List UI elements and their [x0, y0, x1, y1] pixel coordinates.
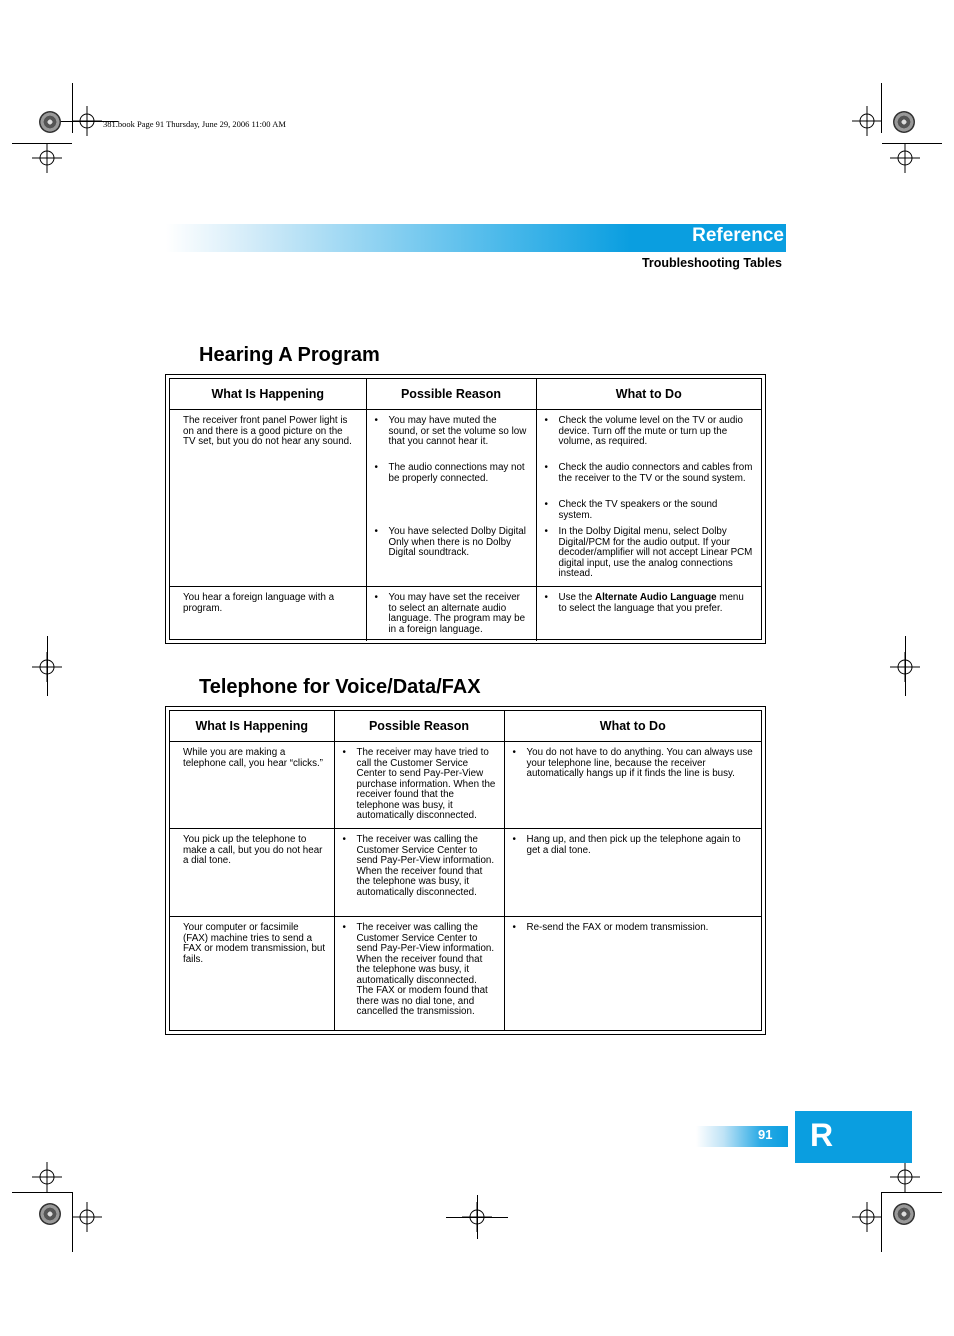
- column-header: What to Do: [536, 379, 761, 410]
- reason-cell: [334, 917, 504, 1031]
- action-cell: [504, 742, 761, 829]
- list-item: • You may have muted the sound, or set the volume so low that you cannot hear it.: [375, 416, 528, 463]
- happening-cell: You hear a foreign language with a program.: [170, 587, 366, 642]
- registration-target-icon: [32, 143, 62, 173]
- registration-dial-icon: [39, 1203, 61, 1225]
- subsection-title: Troubleshooting Tables: [641, 256, 782, 270]
- table-row: [170, 587, 761, 642]
- table-header-row: [170, 379, 761, 410]
- telephone-heading: Telephone for Voice/Data/FAX: [199, 676, 481, 698]
- list-item: • In the Dolby Digital menu, select Dolby Digital/PCM for the audio output. If your decoder/amplifier will not accept Linear PCM digital input, use the analog connections instead.: [545, 527, 754, 580]
- table-row: [170, 829, 761, 917]
- reason-cell: [366, 587, 536, 642]
- happening-cell: While you are making a telephone call, you hear “clicks.”: [170, 742, 334, 829]
- action-cell: [536, 410, 761, 587]
- action-text: Use the: [558, 592, 595, 603]
- list-item: • The audio connections may not be properly connected.: [375, 463, 528, 527]
- registration-target-icon: [852, 106, 882, 136]
- column-header: Possible Reason: [334, 711, 504, 742]
- action-cell: [504, 829, 761, 917]
- list-item: • The receiver was calling the Customer Service Center to send Pay-Per-View information. When the receiver found that the telephone was busy, it automatically disconnected. The FAX or modem found that there was no dial tone, and cancelled the transmission.: [343, 923, 496, 1018]
- action-cell: [504, 917, 761, 1031]
- registration-dial-icon: [893, 111, 915, 133]
- hearing-table: [165, 374, 766, 644]
- table-row: [170, 410, 761, 587]
- column-header: What Is Happening: [170, 711, 334, 742]
- list-item: [545, 593, 754, 614]
- file-stamp: 381.book Page 91 Thursday, June 29, 2006 11:00 AM: [103, 119, 286, 129]
- column-header: What to Do: [504, 711, 761, 742]
- section-tab-letter: R: [810, 1117, 834, 1153]
- page-number-bar: [696, 1126, 788, 1147]
- table-header-row: [170, 711, 761, 742]
- registration-target-icon: [32, 1162, 62, 1192]
- list-item: • You have selected Dolby Digital Only when there is no Dolby Digital soundtrack.: [375, 527, 528, 559]
- telephone-table: [165, 706, 766, 1035]
- list-item: • Hang up, and then pick up the telephone again to get a dial tone.: [513, 835, 754, 856]
- reason-cell: [334, 742, 504, 829]
- action-text: menu to select the language that you prefer.: [558, 592, 744, 614]
- list-item: • The receiver may have tried to call the Customer Service Center to send Pay-Per-View purchase information. When the receiver found that the telephone was busy, it automatically disconnected.: [343, 748, 496, 822]
- menu-name: Alternate Audio Language: [595, 592, 717, 603]
- list-item: • You do not have to do anything. You can always use your telephone line, because the receiver automatically hangs up if it finds the line is busy.: [513, 748, 754, 780]
- list-item: • Check the TV speakers or the sound system.: [545, 500, 754, 527]
- registration-target-icon: [890, 1162, 920, 1192]
- list-item: • The receiver was calling the Customer Service Center to send Pay-Per-View information. When the receiver found that the telephone was busy, it automatically disconnected.: [343, 835, 496, 898]
- happening-cell: The receiver front panel Power light is on and there is a good picture on the TV set, but you do not hear any sound.: [170, 410, 366, 587]
- page-number: 91: [758, 1127, 773, 1142]
- registration-target-icon: [72, 1202, 102, 1232]
- happening-cell: Your computer or facsimile (FAX) machine tries to send a FAX or modem transmission, but fails.: [170, 917, 334, 1031]
- action-cell: [536, 587, 761, 642]
- registration-dial-icon: [893, 1203, 915, 1225]
- section-title: Reference: [692, 225, 784, 246]
- list-item: • Check the volume level on the TV or audio device. Turn off the mute or turn up the volume, as required.: [545, 416, 754, 463]
- registration-target-icon: [890, 143, 920, 173]
- reason-cell: [334, 829, 504, 917]
- happening-cell: You pick up the telephone to make a call, but you do not hear a dial tone.: [170, 829, 334, 917]
- hearing-heading: Hearing A Program: [199, 344, 380, 366]
- column-header: Possible Reason: [366, 379, 536, 410]
- table-row: [170, 917, 761, 1031]
- registration-dial-icon: [39, 111, 61, 133]
- list-item: • Re-send the FAX or modem transmission.: [513, 923, 754, 934]
- list-item: • You may have set the receiver to select an alternate audio language. The program may be in a foreign language.: [375, 593, 528, 635]
- registration-target-icon: [72, 106, 102, 136]
- column-header: What Is Happening: [170, 379, 366, 410]
- list-item: • Check the audio connectors and cables from the receiver to the TV or the sound system.: [545, 463, 754, 500]
- registration-target-icon: [852, 1202, 882, 1232]
- table-row: [170, 742, 761, 829]
- reason-cell: [366, 410, 536, 587]
